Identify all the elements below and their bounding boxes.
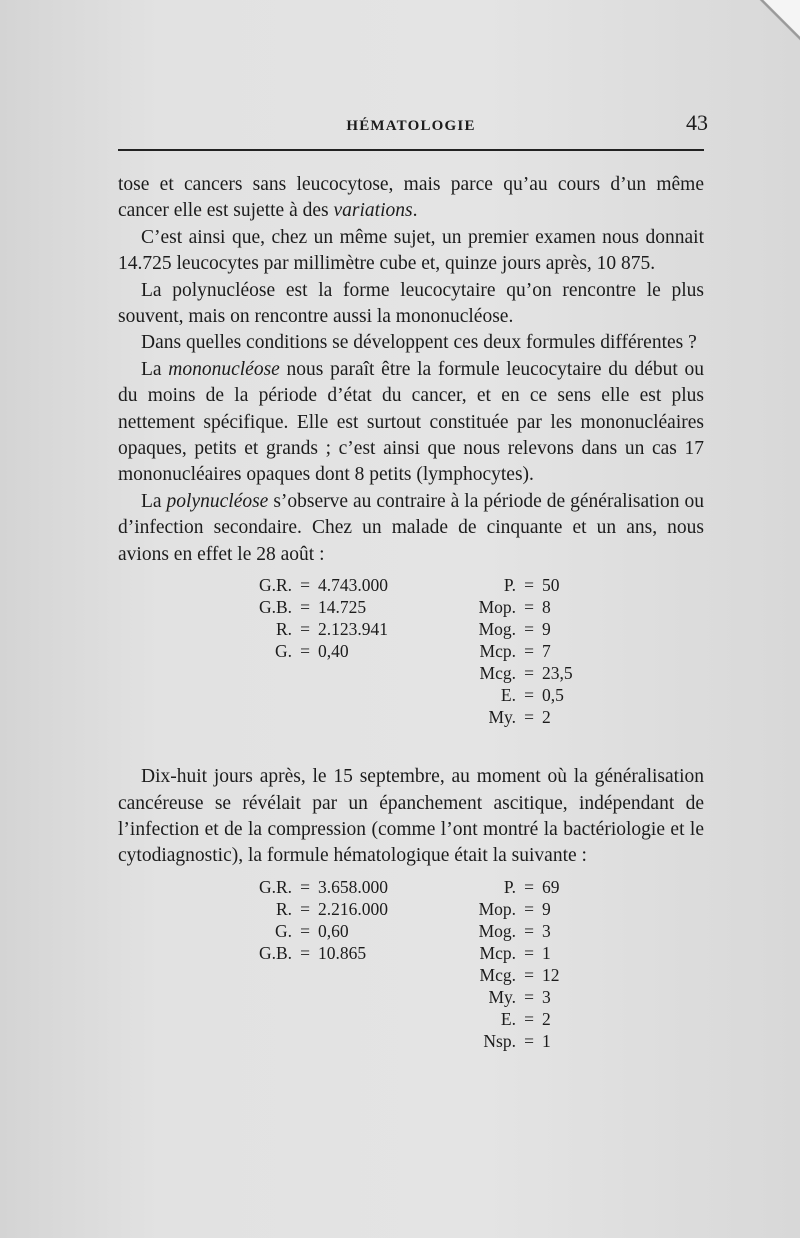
formula-row [254,942,388,964]
formula-value: 1 [542,942,551,963]
formula-value: 23,5 [542,663,573,684]
equals-sign: = [524,597,534,618]
italic-term: polynucléose [166,490,269,512]
text-run: nous paraît être la formule leucocytaire du début ou du moins de la période d’état du cancer, et en ce sens elle est plus nettement spécifique. Elle est surtout constituée par les mononucléaires opaques, petits et grands ; c’est ainsi que nous relevons dans un cas 17 mononucléaires opaques dont 8 petits (lymphocytes). [118,358,704,486]
formula-value: 69 [542,876,560,897]
page-header [118,110,708,140]
formula-row [470,876,560,898]
equals-sign: = [524,920,534,941]
formula-value: 7 [542,641,551,662]
formula-value: 10.865 [318,942,367,963]
formula-value: 14.725 [318,597,367,618]
formula-value: 3.658.000 [318,876,388,897]
formula-value: 2.216.000 [318,898,388,919]
equals-sign: = [300,597,310,618]
formula-row [470,640,573,662]
equals-sign: = [524,641,534,662]
formula-label: Mcp. [479,942,516,963]
text-run: tose et cancers sans leucocytose, mais parce qu’au cours d’un même cancer elle est sujette à des [118,174,704,222]
formula-value: 2.123.941 [318,619,388,640]
formula-value: 0,40 [318,641,349,662]
formula-label: G.B. [258,942,292,963]
formula-label: G.R. [258,876,292,897]
formula-row [470,662,573,684]
formula-row [254,596,388,618]
formula-row [470,618,573,640]
formula-2-left [254,876,388,964]
body-text [118,172,704,1076]
blood-formula-august [118,574,704,752]
equals-sign: = [300,942,310,963]
formula-label: Mog. [478,619,516,640]
equals-sign: = [300,619,310,640]
text-run: C’est ainsi que, chez un même sujet, un premier examen nous donnait 14.725 leucocytes par millimètre cube et, quinze jours après, 10 875. [118,226,704,275]
paragraph-4 [118,330,704,356]
formula-label: R. [275,898,292,919]
formula-label: Mcg. [479,663,516,684]
formula-label: G. [274,641,292,662]
header-rule [118,149,704,151]
formula-value: 12 [542,964,560,985]
formula-label: G.B. [258,597,292,618]
blood-formula-september [118,876,704,1076]
equals-sign: = [524,986,534,1007]
formula-row [470,574,573,596]
formula-label: Mcp. [479,641,516,662]
formula-label: P. [503,876,516,897]
text-run: Dans quelles conditions se développent ces deux formules différentes ? [141,332,697,354]
formula-row [470,684,573,706]
formula-row [470,1008,560,1030]
formula-row [470,596,573,618]
paragraph-5 [118,357,704,489]
formula-value: 2 [542,707,551,728]
formula-value: 4.743.000 [318,575,388,596]
formula-row [470,920,560,942]
formula-label: P. [503,575,516,596]
formula-value: 0,60 [318,920,349,941]
equals-sign: = [300,575,310,596]
formula-label: Mop. [478,898,516,919]
text-run: La polynucléose est la forme leucocytaire qu’on rencontre le plus souvent, mais on rencontre aussi la mononucléose. [118,279,704,328]
formula-label: E. [500,685,516,706]
formula-label: Mop. [478,597,516,618]
formula-label: Mog. [478,920,516,941]
formula-value: 3 [542,920,551,941]
equals-sign: = [524,575,534,596]
formula-row [254,574,388,596]
formula-row [470,706,573,728]
running-head: HÉMATOLOGIE [346,118,476,134]
formula-row [254,618,388,640]
formula-value: 8 [542,597,551,618]
formula-row [470,942,560,964]
formula-value: 9 [542,619,551,640]
formula-1-left [254,574,388,662]
formula-label: G.R. [258,575,292,596]
formula-row [254,640,388,662]
paragraph-1 [118,172,704,225]
formula-label: G. [274,920,292,941]
folded-page-corner [740,0,800,60]
equals-sign: = [524,1008,534,1029]
formula-row [254,898,388,920]
italic-term: variations [333,200,413,222]
formula-label: Mcg. [479,964,516,985]
formula-label: R. [275,619,292,640]
formula-label: Nsp. [483,1030,516,1051]
italic-term: mononucléose [168,358,280,380]
formula-row [470,986,560,1008]
formula-label: E. [500,1008,516,1029]
text-run: . [412,200,418,222]
formula-row [254,876,388,898]
formula-value: 9 [542,898,551,919]
equals-sign: = [524,964,534,985]
formula-value: 1 [542,1030,551,1051]
paragraph-2 [118,225,704,278]
equals-sign: = [524,663,534,684]
text-run: Dix-huit jours après, le 15 septembre, au moment où la généralisation cancéreuse se révélait par un épanchement ascitique, indépendant de l’infection et de la compression (comme l’ont montré la bactériologie et le cytodiagnostic), la formule hématologique était la suivante : [118,766,704,867]
equals-sign: = [524,1030,534,1051]
text-run: La [141,358,169,380]
formula-row [470,1030,560,1052]
formula-2-right [470,876,560,1052]
text-run: La [141,490,167,512]
text-run: s’observe au contraire à la période de généralisation ou d’infection secondaire. Chez un malade de cinquante et un ans, nous avions en effet le 28 août : [118,490,704,565]
paragraph-3 [118,278,704,331]
formula-label: My. [488,986,516,1007]
equals-sign: = [300,876,310,897]
formula-label: My. [488,707,516,728]
formula-1-right [470,574,573,728]
formula-row [254,920,388,942]
formula-value: 0,5 [542,685,564,706]
equals-sign: = [300,898,310,919]
formula-row [470,898,560,920]
equals-sign: = [300,920,310,941]
paragraph-6 [118,489,704,568]
formula-value: 2 [542,1008,551,1029]
equals-sign: = [524,942,534,963]
paragraph-7 [118,764,704,870]
formula-value: 3 [542,986,551,1007]
formula-row [470,964,560,986]
page-number: 43 [686,110,708,135]
equals-sign: = [524,707,534,728]
equals-sign: = [524,685,534,706]
equals-sign: = [524,898,534,919]
equals-sign: = [524,619,534,640]
equals-sign: = [300,641,310,662]
equals-sign: = [524,876,534,897]
formula-value: 50 [542,575,560,596]
